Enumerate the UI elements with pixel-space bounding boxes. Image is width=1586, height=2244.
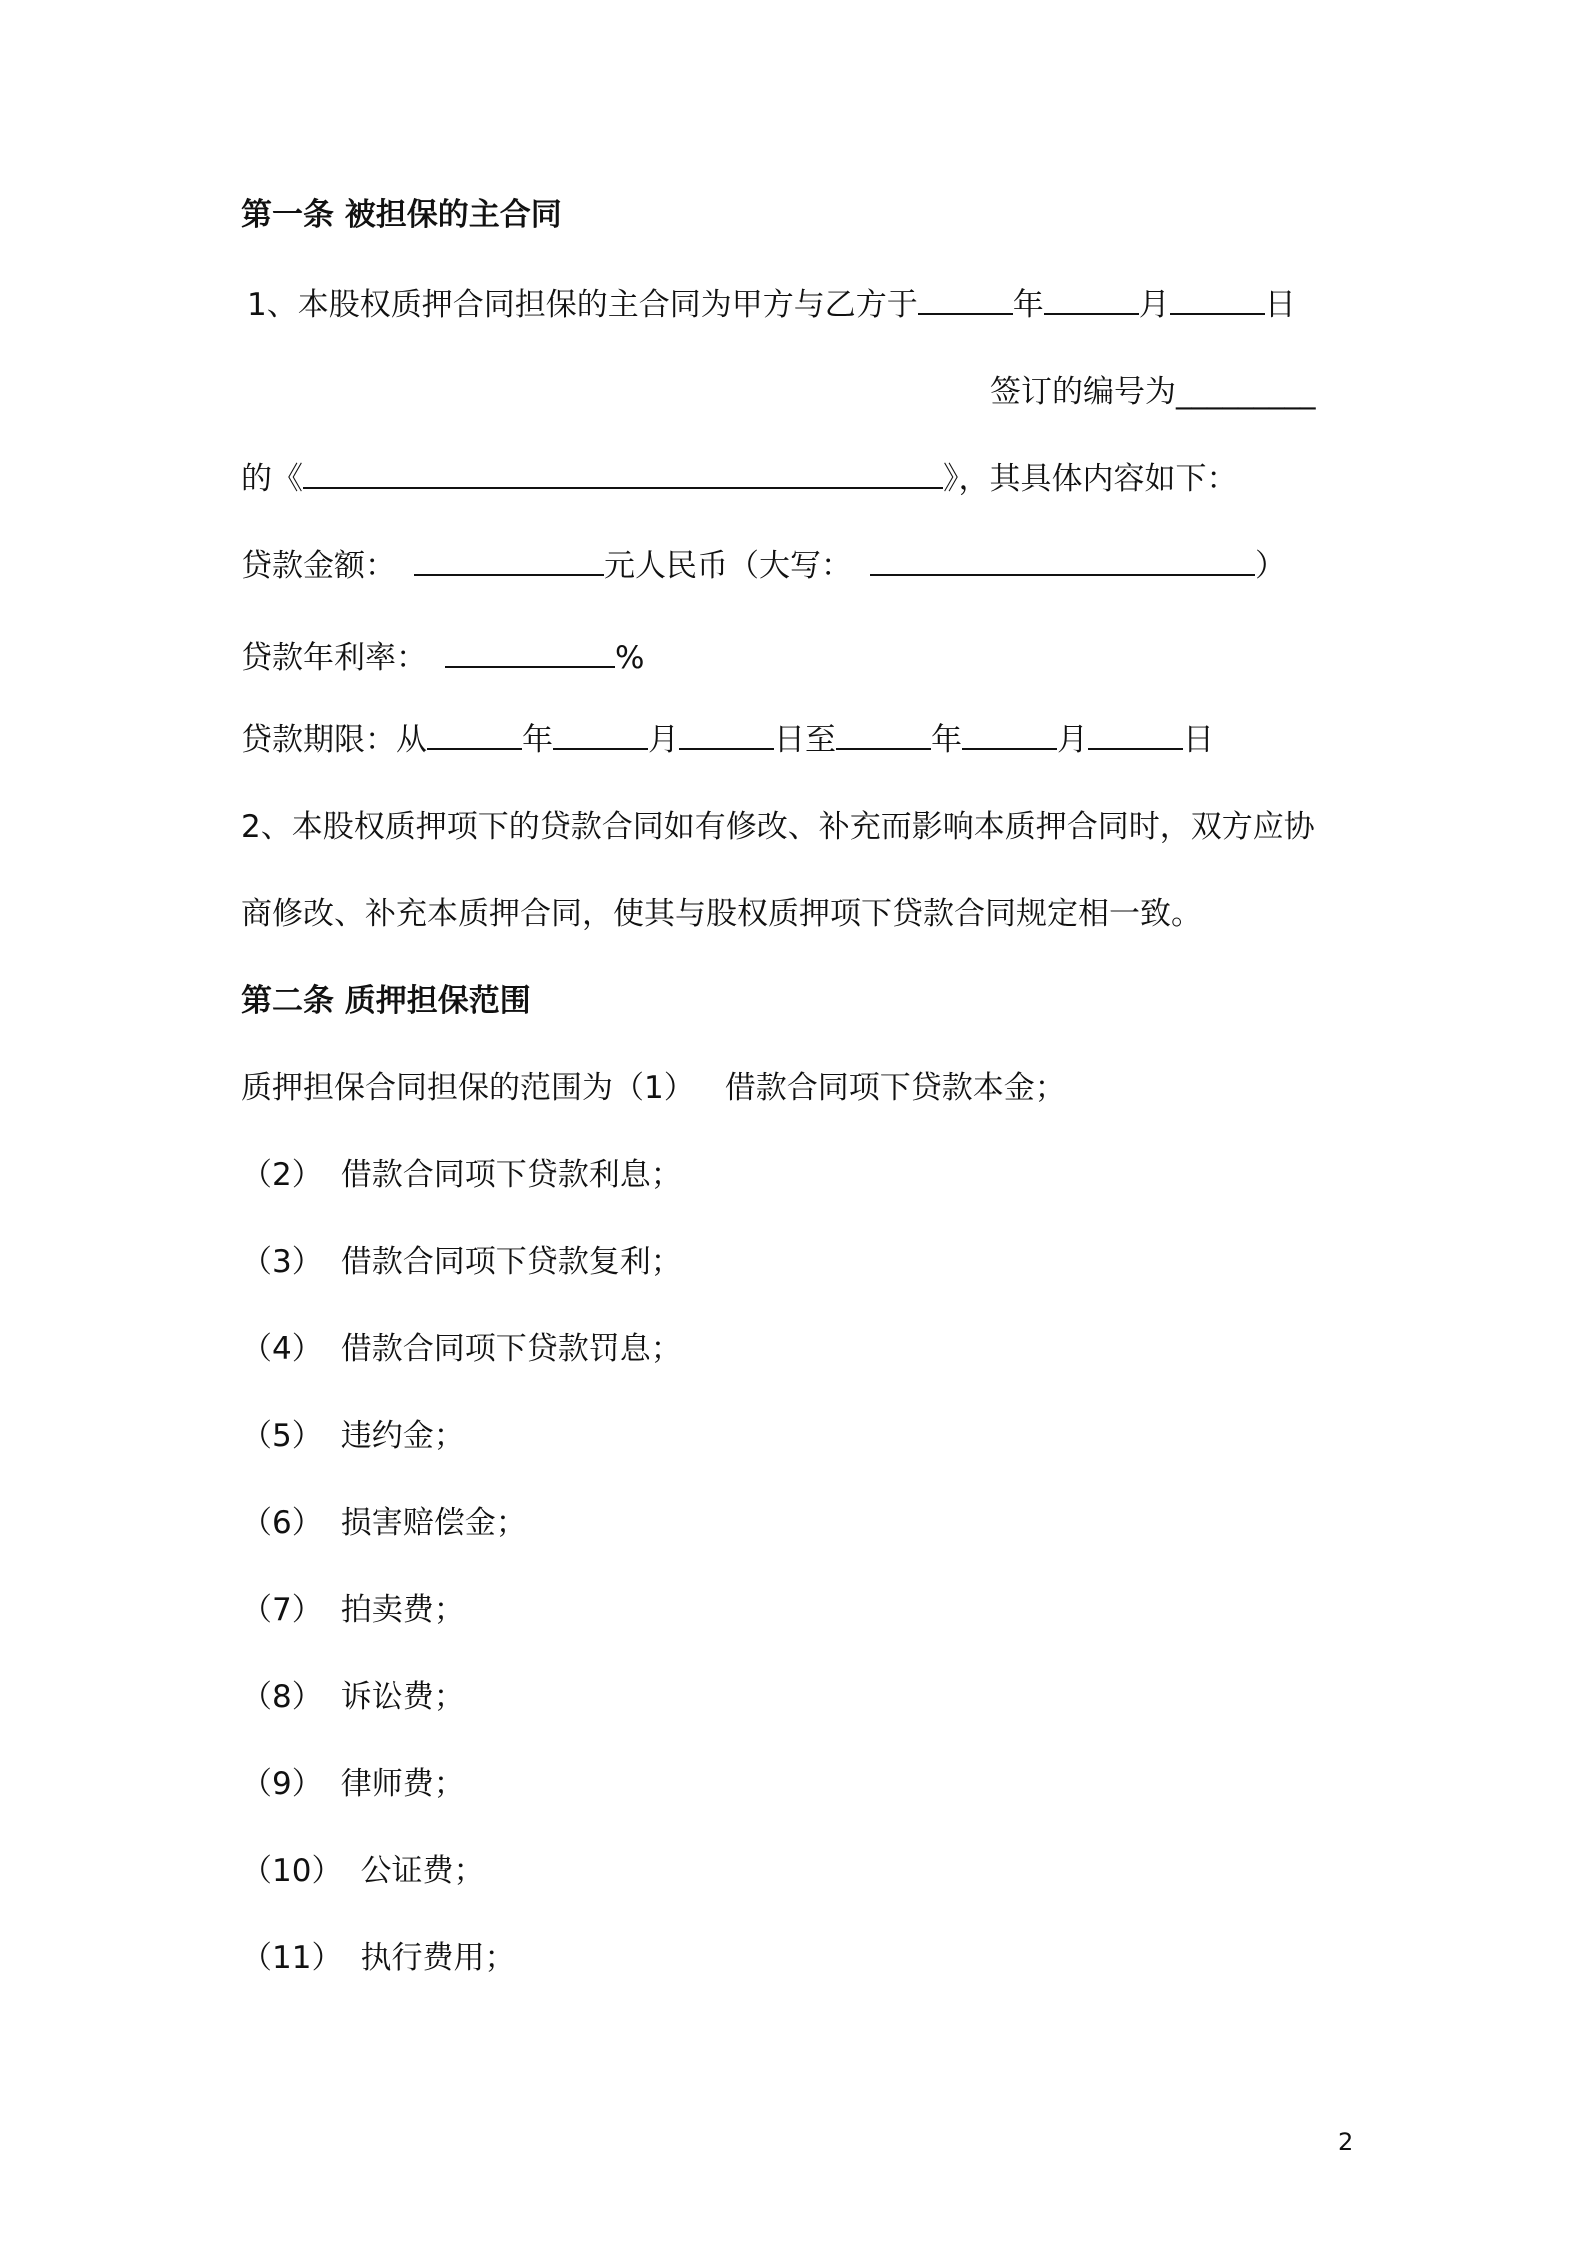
- scope-item: [241, 1327, 682, 1371]
- day-label: 日: [1264, 287, 1296, 323]
- article1-paragraph2-line1: 2、本股权质押项下的贷款合同如有修改、补充而影响本质押合同时，双方应协: [241, 809, 1315, 845]
- scope-item: [241, 1849, 484, 1893]
- article1-paragraph1-line1: [247, 283, 1296, 327]
- month-blank: [1044, 283, 1139, 315]
- scope-item-text: 借款合同项下贷款复利；: [340, 1244, 682, 1280]
- contract-name-line: [241, 457, 1238, 501]
- scope-item-text: 公证费；: [360, 1853, 485, 1889]
- year-label: 年: [1012, 287, 1044, 323]
- scope-intro-line: [241, 1066, 1066, 1110]
- loan-term-line: [241, 718, 1214, 762]
- scope-item-number: （11）: [241, 1940, 343, 1976]
- yuan-rmb-label: 元人民币（大写：: [604, 548, 852, 584]
- scope-item-number: （3）: [241, 1244, 323, 1280]
- scope-item-number: （5）: [241, 1418, 323, 1454]
- scope-item-text: 诉讼费；: [340, 1679, 465, 1715]
- scope-item: [241, 1588, 465, 1632]
- start-month-blank: [553, 718, 648, 750]
- scope-item: [241, 1762, 465, 1806]
- loan-amount-blank: [414, 544, 604, 576]
- start-year-label: 年: [522, 722, 553, 758]
- scope-intro-prefix: 质押担保合同担保的范围为（1）: [241, 1070, 695, 1106]
- article2-heading: 第二条 质押担保范围: [241, 983, 531, 1019]
- scope-item: [241, 1240, 682, 1284]
- percent-sign: %: [615, 640, 645, 676]
- scope-item-text: 损害赔偿金；: [340, 1505, 527, 1541]
- start-year-blank: [427, 718, 522, 750]
- term-label: 贷款期限：从: [241, 722, 427, 758]
- scope-item-text: 违约金；: [340, 1418, 465, 1454]
- end-year-label: 年: [931, 722, 962, 758]
- scope-item-number: （7）: [241, 1592, 323, 1628]
- scope-item: [241, 1153, 682, 1197]
- scope-item-number: （2）: [241, 1157, 323, 1193]
- day-blank: [1170, 283, 1265, 315]
- scope-item: [241, 1501, 527, 1545]
- paragraph1-text: 1、本股权质押合同担保的主合同为甲方与乙方于: [247, 287, 918, 323]
- scope-item-text: 借款合同项下贷款罚息；: [340, 1331, 682, 1367]
- scope-item: [241, 1414, 465, 1458]
- end-year-blank: [836, 718, 931, 750]
- month-label: 月: [1138, 287, 1170, 323]
- signed-number-line: 签订的编号为_________: [990, 374, 1316, 410]
- scope-item-number: （10）: [241, 1853, 343, 1889]
- article1-heading: 第一条 被担保的主合同: [241, 197, 562, 233]
- paren-close: ）: [1255, 548, 1286, 584]
- scope-item-text: 借款合同项下贷款利息；: [340, 1157, 682, 1193]
- end-month-blank: [962, 718, 1057, 750]
- loan-amount-label: 贷款金额：: [241, 548, 396, 584]
- scope-item-number: （4）: [241, 1331, 323, 1367]
- scope-item-text: 执行费用；: [360, 1940, 516, 1976]
- of-open: 的《: [241, 461, 303, 497]
- scope-item-number: （6）: [241, 1505, 323, 1541]
- end-day-blank: [1088, 718, 1183, 750]
- end-month-label: 月: [1057, 722, 1088, 758]
- interest-rate-line: [241, 636, 644, 680]
- contract-name-blank: [303, 457, 943, 489]
- scope-item-1: 借款合同项下贷款本金；: [724, 1070, 1066, 1106]
- start-month-label: 月: [648, 722, 679, 758]
- page-number: 2: [1338, 2128, 1354, 2156]
- scope-item: [241, 1675, 465, 1719]
- scope-item: [241, 1936, 515, 1980]
- day-to-label: 日至: [774, 722, 836, 758]
- year-blank: [918, 283, 1013, 315]
- scope-item-number: （9）: [241, 1766, 323, 1802]
- scope-item-number: （8）: [241, 1679, 323, 1715]
- rate-blank: [445, 636, 615, 668]
- end-day-label: 日: [1183, 722, 1214, 758]
- scope-item-text: 拍卖费；: [340, 1592, 465, 1628]
- loan-amount-line: [241, 544, 1286, 588]
- rate-label: 贷款年利率：: [241, 640, 427, 676]
- scope-item-text: 律师费；: [340, 1766, 465, 1802]
- amount-in-words-blank: [870, 544, 1255, 576]
- of-close: 》，其具体内容如下：: [943, 461, 1238, 497]
- article1-paragraph2-line2: 商修改、补充本质押合同，使其与股权质押项下贷款合同规定相一致。: [241, 896, 1202, 932]
- start-day-blank: [679, 718, 774, 750]
